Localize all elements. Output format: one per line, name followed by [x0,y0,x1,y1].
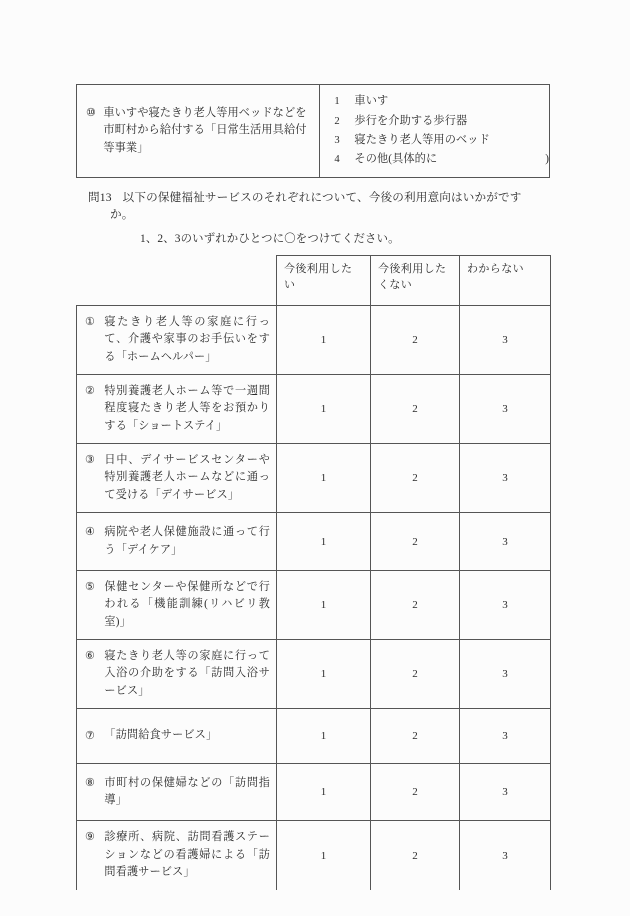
matrix-row-6-item [77,640,277,709]
matrix-row-4-option-1[interactable]: 1 [277,513,371,571]
table-row [77,640,551,709]
matrix-row-2-label: 特別養護老人ホーム等で一週間程度寝たきり老人等をお預かりする「ショートステイ」 [104,384,270,432]
matrix-row-4-option-3[interactable]: 3 [460,513,551,571]
table-row [77,375,551,444]
carry-over-option-2[interactable] [334,112,549,131]
carry-over-option-4-label: その他(具体的に [354,153,438,166]
table-row [77,709,551,764]
matrix-row-3-item [77,444,277,513]
matrix-header-do-not-want-to-use: 今後利用したくない [371,256,460,306]
table-row [77,444,551,513]
matrix-row-2-option-3[interactable]: 3 [460,375,551,444]
question-text-line-1: 以下の保健福祉サービスのそれぞれについて、今後の利用意向はいかがです [122,191,522,204]
matrix-row-7-label: 「訪問給食サービス」 [104,729,218,742]
matrix-row-4-option-2[interactable]: 2 [371,513,460,571]
carry-over-option-4-number: 4 [334,154,340,166]
carry-over-item-text-block [86,105,311,157]
matrix-row-9-marker: ⑨ [85,831,96,844]
matrix-row-8-label: 市町村の保健婦などの「訪問指導」 [104,776,270,807]
matrix-row-3-label: 日中、デイサービスセンターや特別養護老人ホームなどに通って受ける「デイサービス」 [104,453,270,501]
matrix-header-blank [77,256,277,306]
carry-over-option-3-number: 3 [334,135,340,146]
matrix-row-7-marker: ⑦ [85,729,96,742]
carry-over-option-1[interactable] [334,92,549,111]
matrix-row-5-item [77,571,277,640]
carry-over-option-4-close-paren: ) [545,153,549,166]
matrix-row-5-marker: ⑤ [85,581,96,594]
matrix-row-3-marker: ③ [85,454,96,467]
question-block [88,189,558,248]
matrix-row-4-marker: ④ [85,526,96,539]
matrix-row-9-option-1[interactable]: 1 [277,821,371,890]
table-row [77,306,551,375]
matrix-header-want-to-use: 今後利用したい [277,256,371,306]
question-text-line-2: か。 [110,208,134,222]
matrix-row-7-option-3[interactable]: 3 [460,709,551,764]
carry-over-option-4[interactable] [334,150,549,169]
matrix-row-6-label: 寝たきり老人等の家庭に行って入浴の介助をする「訪問入浴サービス」 [104,649,270,697]
carry-over-options-cell [320,85,549,177]
matrix-row-5-option-1[interactable]: 1 [277,571,371,640]
question-heading [88,189,558,206]
matrix-header [77,256,551,306]
matrix-row-1-marker: ① [85,316,96,328]
carry-over-option-2-label: 歩行を介助する歩行器 [354,114,468,127]
matrix-row-5-label: 保健センターや保健所などで行われる「機能訓練(リハビリ教室)」 [104,580,270,628]
matrix-row-7-option-2[interactable]: 2 [371,709,460,764]
matrix-row-7-option-1[interactable]: 1 [277,709,371,764]
table-row [77,513,551,571]
matrix-row-6-option-3[interactable]: 3 [460,640,551,709]
matrix-row-9-option-2[interactable]: 2 [371,821,460,890]
carry-over-option-2-number: 2 [334,115,340,127]
carry-over-item-label: 車いすや寝たきり老人等用ベッドなどを市町村から給付する「日常生活用具給付等事業」 [103,106,307,154]
matrix-row-1-option-1[interactable]: 1 [277,306,371,375]
matrix-row-8-item [77,764,277,821]
matrix-row-2-option-1[interactable]: 1 [277,375,371,444]
service-intention-matrix [76,255,551,890]
carry-over-item-cell [77,85,320,177]
matrix-row-9-label: 診療所、病院、訪問看護ステーションなどの看護婦による「訪問看護サービス」 [104,831,270,879]
carry-over-item-table [76,84,550,178]
matrix-row-2-option-2[interactable]: 2 [371,375,460,444]
table-row [77,764,551,821]
matrix-row-3-option-1[interactable]: 1 [277,444,371,513]
matrix-row-1-label: 寝たきり老人等の家庭に行って、介護や家事のお手伝いをする「ホームヘルパー」 [104,315,270,363]
matrix-row-8-option-3[interactable]: 3 [460,764,551,821]
matrix-row-1-option-2[interactable]: 2 [371,306,460,375]
question-number: 問13 [88,191,112,204]
carry-over-item-marker: ⑩ [86,106,97,119]
matrix-row-6-option-1[interactable]: 1 [277,640,371,709]
matrix-row-5-option-3[interactable]: 3 [460,571,551,640]
carry-over-option-1-number: 1 [334,96,340,108]
question-instruction: 1、2、3のいずれかひとつに〇をつけてください。 [140,232,400,245]
carry-over-option-3[interactable] [334,131,549,150]
matrix-row-7-item [77,709,277,764]
carry-over-option-1-label: 車いす [354,95,389,108]
matrix-row-2-item [77,375,277,444]
table-row [77,821,551,890]
carry-over-option-3-label: 寝たきり老人等用のベッド [354,134,490,146]
matrix-row-9-item [77,821,277,890]
matrix-row-1-item [77,306,277,375]
matrix-header-row [77,256,551,306]
matrix-row-8-option-2[interactable]: 2 [371,764,460,821]
matrix-row-3-option-2[interactable]: 2 [371,444,460,513]
matrix-header-do-not-know: わからない [460,256,551,306]
matrix-row-8-marker: ⑧ [85,777,96,790]
matrix-row-9-option-3[interactable]: 3 [460,821,551,890]
matrix-body [77,306,551,890]
matrix-row-6-marker: ⑥ [85,650,96,663]
matrix-row-2-marker: ② [85,385,96,398]
matrix-row-5-option-2[interactable]: 2 [371,571,460,640]
matrix-row-4-label: 病院や老人保健施設に通って行う「デイケア」 [104,526,270,556]
matrix-row-6-option-2[interactable]: 2 [371,640,460,709]
matrix-row-1-option-3[interactable]: 3 [460,306,551,375]
matrix-row-4-item [77,513,277,571]
matrix-row-3-option-3[interactable]: 3 [460,444,551,513]
matrix-row-8-option-1[interactable]: 1 [277,764,371,821]
table-row [77,571,551,640]
